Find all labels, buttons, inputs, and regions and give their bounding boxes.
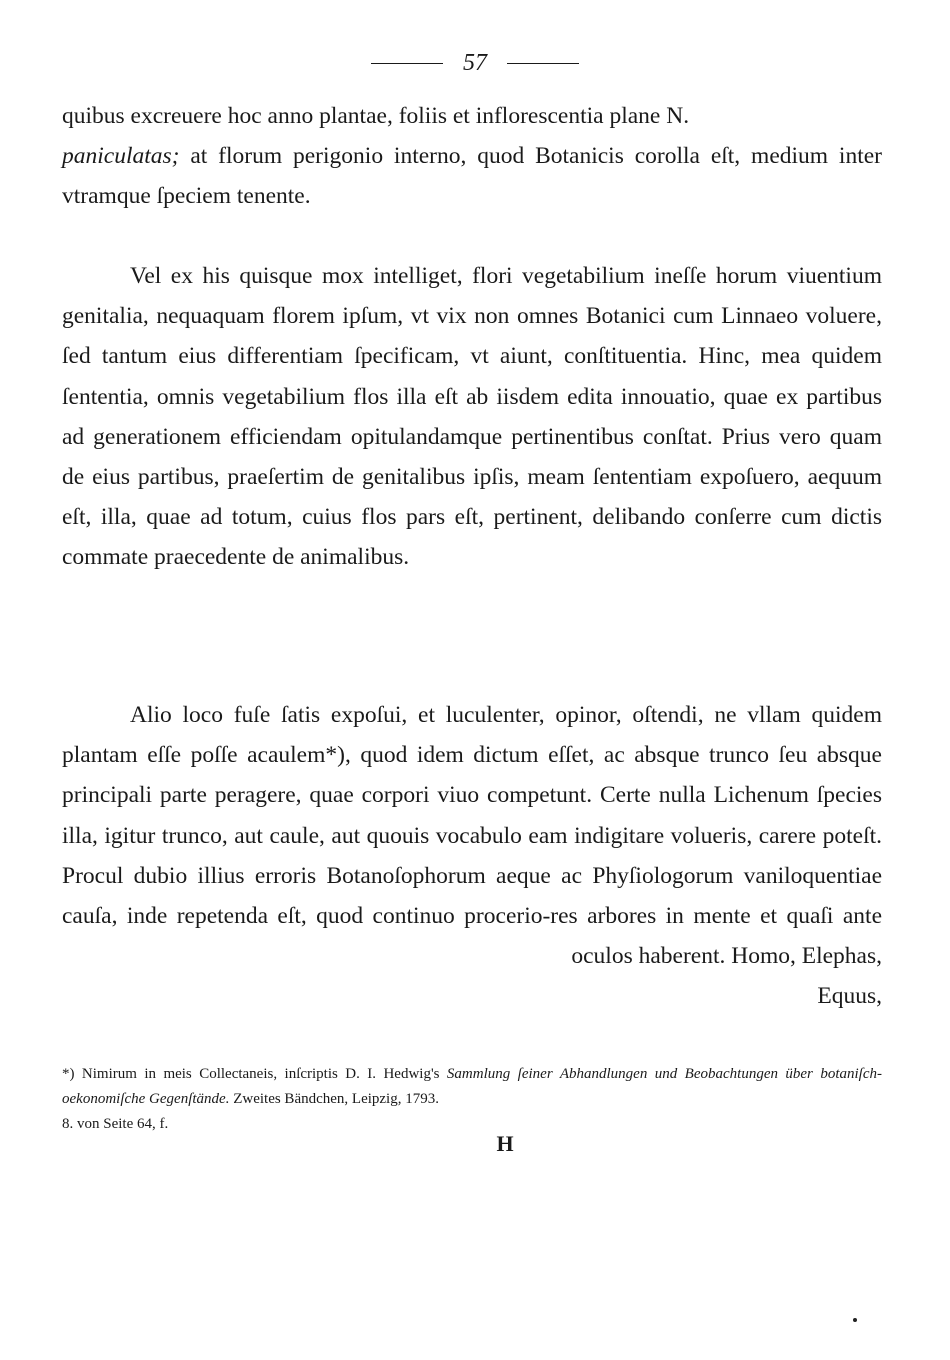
signature-mark: H — [496, 1131, 514, 1156]
footnote — [62, 1062, 882, 1137]
header-rule-right — [507, 63, 579, 64]
paragraph-1 — [62, 96, 882, 217]
paragraph-3: Alio loco fuſe ſatis expoſui, et luculenter, opinor, oſtendi, ne vllam quidem plantam eſſe poſſe acaulem*), quod idem dictum eſſet, ac absque trunco ſeu absque principali parte peragere, quae corpori viuo competunt. Certe nulla Lichenum ſpecies illa, igitur trunco, aut caule, aut quouis vocabulo eam indigitare volueris, carere poteſt. Procul dubio illius erroris Botanoſophorum aeque ac Phyſiologorum vaniloquentiae cauſa, inde repetenda eſt, quod continuo procerio-res arbores in mente et quaſi ante oculos haberent. Homo, Elephas, Equus, — [62, 702, 882, 1010]
footnote-lead: *) Nimirum in meis Collectaneis, inſcriptis D. I. Hedwig's — [62, 1066, 447, 1082]
header-rule-left — [371, 63, 443, 64]
paragraph-2: Vel ex his quisque mox intelliget, flori vegetabilium ineſſe horum viuentium genitalia, nequaquam florem ipſum, vt vix non omnes Botanici cum Linnaeo voluere, ſed tantum eius differentiam ſpecificam, vt aiunt, conſtituentia. Hinc, mea quidem ſententia, omnis vegetabilium flos illa eſt ab iisdem edita innouatio, quae ex partibus ad generationem efficiendam opitulandamque pertinentibus conſtat. Prius vero quam de eius partibus, praeſertim de genitalibus ipſis, meam ſententiam expoſuero, aequum eſt, illa, quae ad totum, cuius flos pars eſt, pertinent, delibando conſerre cum dictis commate praecedente de animalibus. — [62, 263, 882, 571]
ink-speck — [853, 1318, 857, 1322]
paragraph-1-rest: at florum perigonio interno, quod Botanicis corolla eſt, medium inter vtramque ſpeciem tenente. — [62, 143, 882, 210]
paragraph-1-lead: quibus excreuere hoc anno plantae, foliis et inflorescentia plane N. — [62, 103, 690, 129]
page-header — [355, 48, 595, 78]
italic-term: paniculatas; — [62, 143, 180, 170]
footnote-italic-title: Sammlung ſeiner Abhandlungen und Beobachtungen über botaniſch-oekonomiſche Gegenſtände. — [62, 1066, 882, 1107]
footnote-rest: Zweites Bändchen, Leipzig, 1793. 8. von Seite 64, f. — [62, 1091, 439, 1132]
page-number: 57 — [463, 49, 487, 76]
